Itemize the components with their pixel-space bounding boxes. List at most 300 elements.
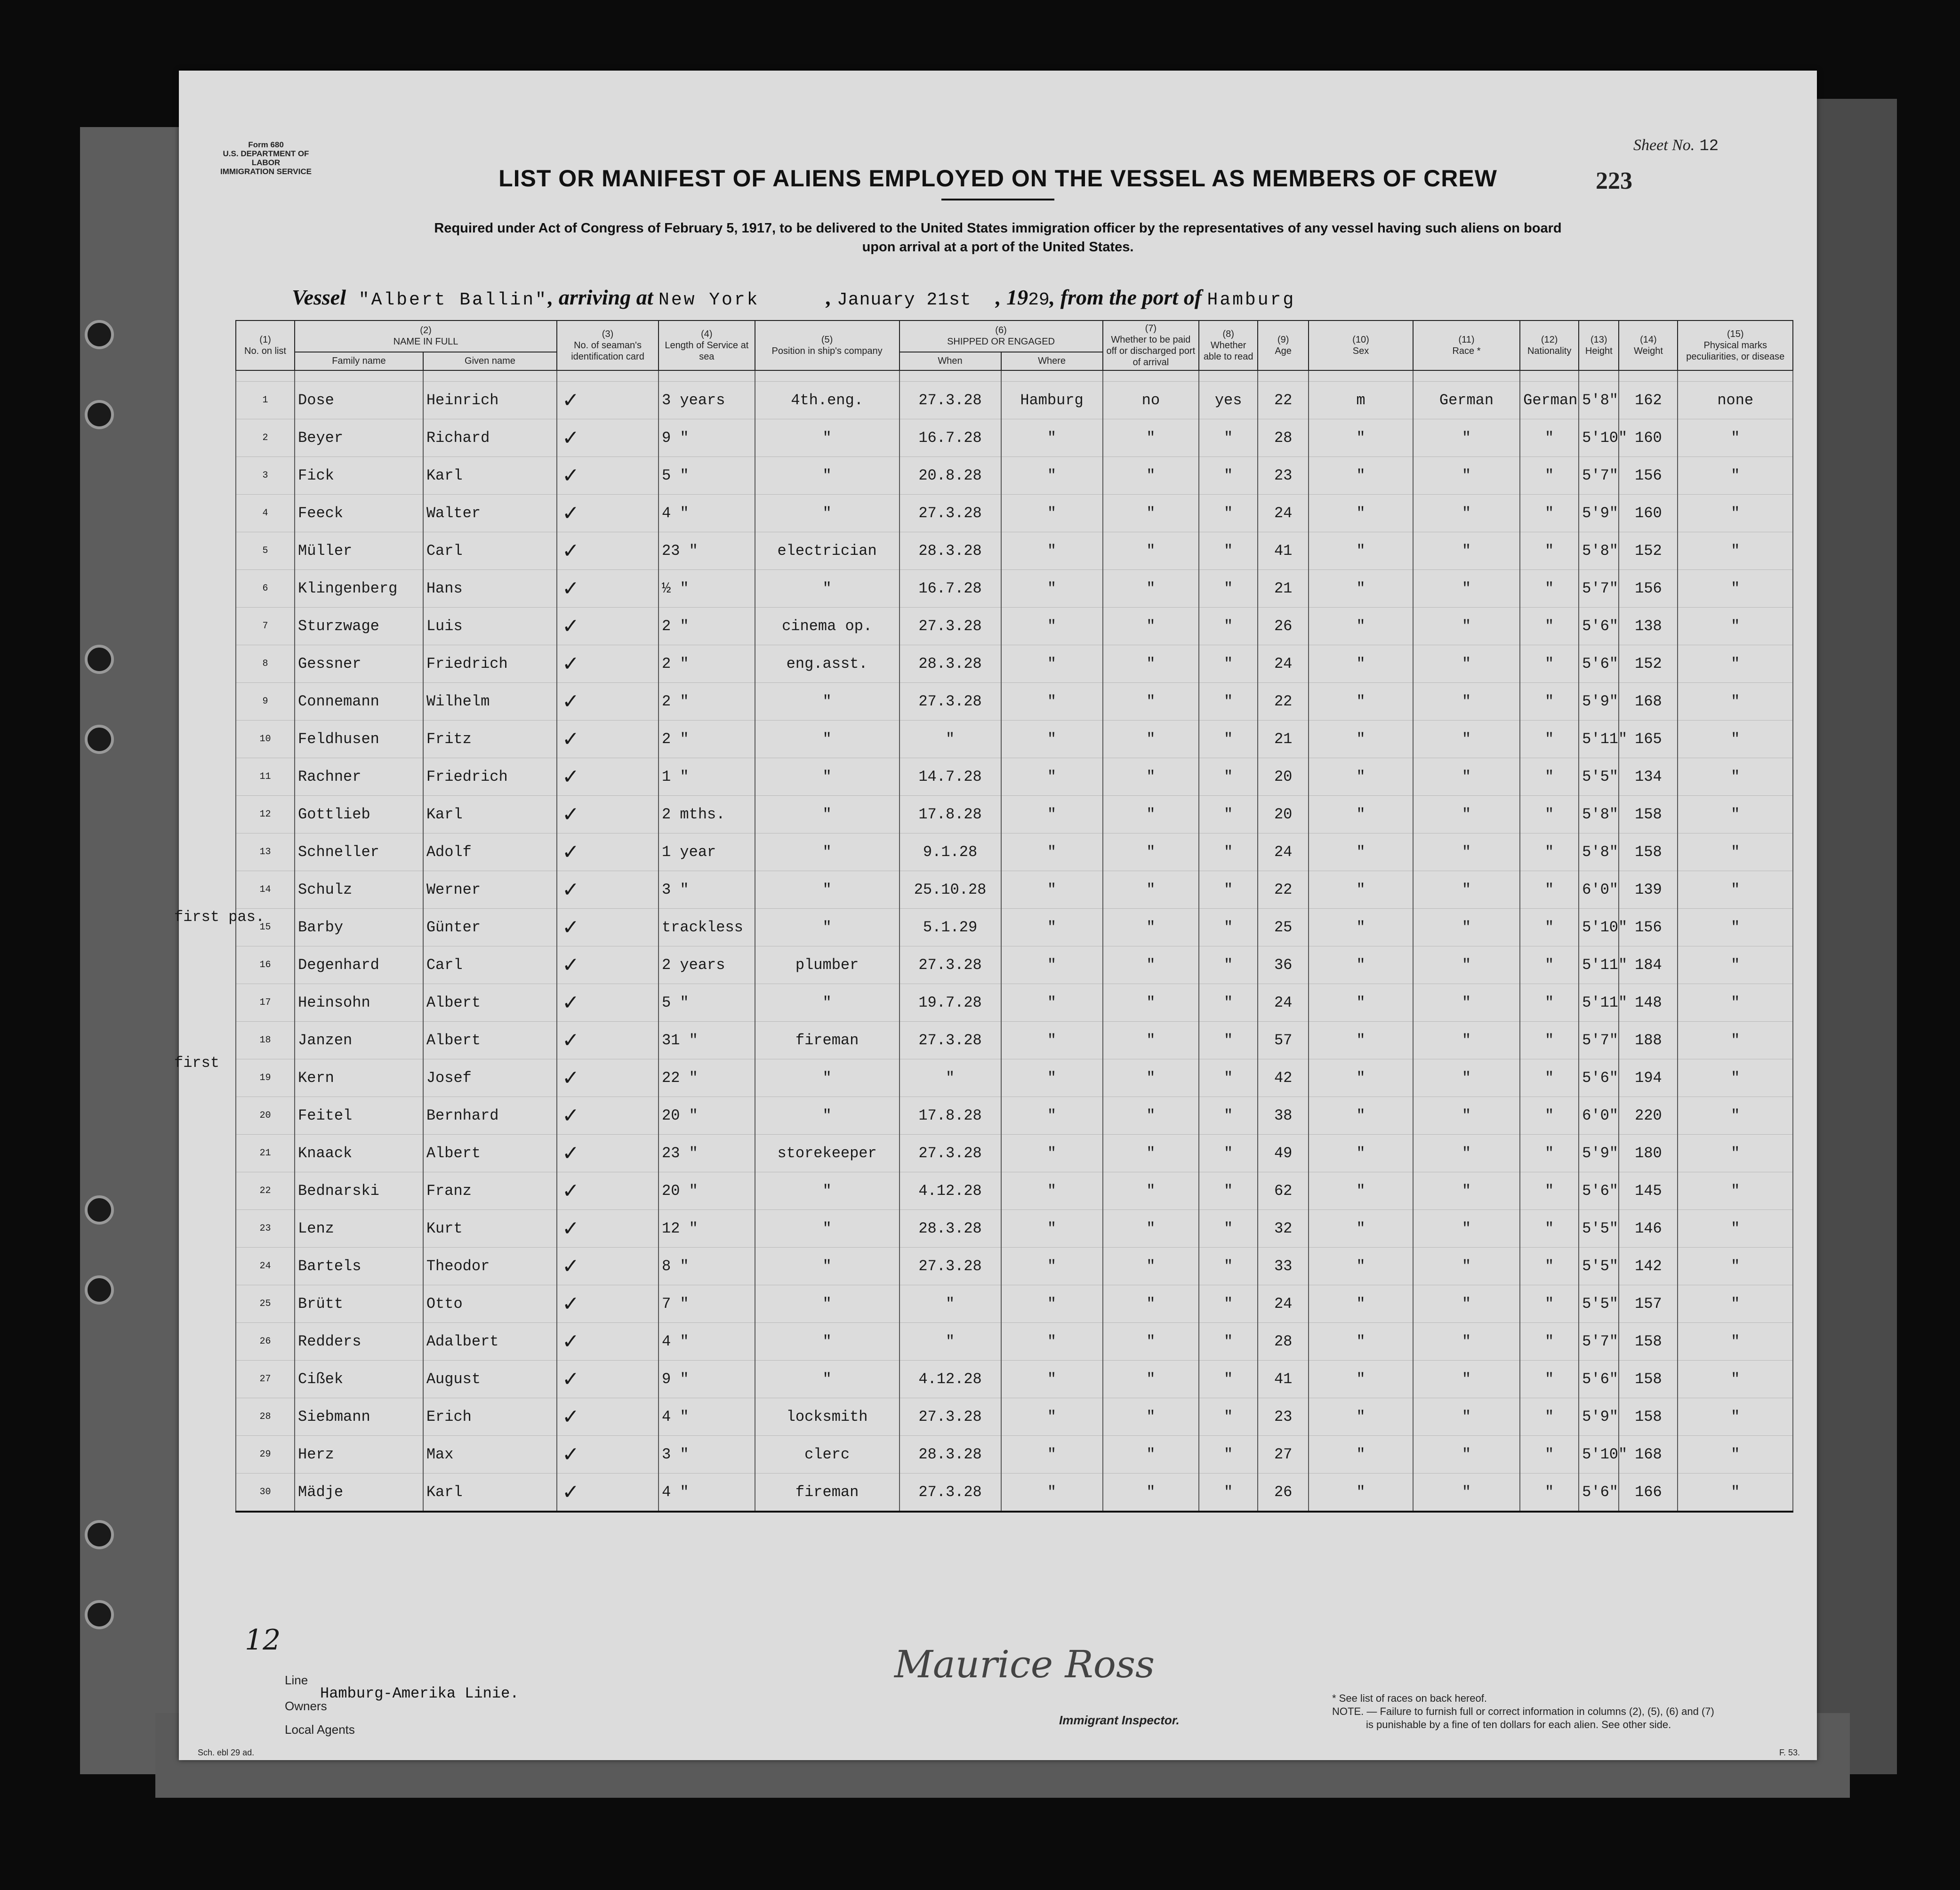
cell-list-number: 27 — [236, 1361, 295, 1398]
cell-race: " — [1413, 1323, 1520, 1361]
col-label: Sex — [1352, 346, 1369, 356]
footer-note-fine: is punishable by a fine of ten dollars for each alien. See other side. — [1366, 1719, 1671, 1730]
cell-list-number: 24 — [236, 1248, 295, 1285]
table-row — [236, 871, 1793, 909]
cell-able-to-read: " — [1199, 1361, 1258, 1398]
cell-able-to-read: " — [1199, 871, 1258, 909]
handwritten-page-number: 223 — [1596, 168, 1632, 194]
cell-service: 1 " — [659, 758, 755, 796]
cell-race: " — [1413, 1398, 1520, 1436]
cell-able-to-read: " — [1199, 608, 1258, 645]
cell-height: 5'9" — [1579, 1135, 1619, 1172]
subtitle-line-1: Required under Act of Congress of February 5, 1917, to be delivered to the United States immigration officer by the representatives of any vessel having such aliens on board — [434, 221, 1562, 236]
cell-age: 41 — [1258, 1361, 1309, 1398]
cell-id-card-check: ✓ — [557, 721, 659, 758]
footer-notes — [1332, 1692, 1714, 1731]
cell-paid-off: " — [1103, 1323, 1199, 1361]
cell-given-name: Theodor — [423, 1248, 557, 1285]
cell-given-name: Karl — [423, 457, 557, 495]
cell-race: " — [1413, 871, 1520, 909]
cell-marks: " — [1678, 721, 1793, 758]
cell-shipped-when: 16.7.28 — [900, 570, 1001, 608]
cell-nationality: " — [1520, 1248, 1579, 1285]
col-label: Age — [1275, 346, 1292, 356]
cell-family-name: Schulz — [295, 871, 423, 909]
cell-weight: 158 — [1619, 1361, 1678, 1398]
cell-race: " — [1413, 419, 1520, 457]
cell-service: 3 " — [659, 871, 755, 909]
cell-nationality: " — [1520, 1135, 1579, 1172]
cell-sex: " — [1309, 1436, 1413, 1474]
cell-nationality: " — [1520, 721, 1579, 758]
cell-race: " — [1413, 608, 1520, 645]
col-header-where: Where — [1001, 352, 1103, 370]
cell-weight: 188 — [1619, 1022, 1678, 1059]
cell-service: 5 " — [659, 984, 755, 1022]
cell-sex: " — [1309, 1398, 1413, 1436]
cell-paid-off: no — [1103, 382, 1199, 419]
cell-sex: " — [1309, 1210, 1413, 1248]
cell-family-name: Brütt — [295, 1285, 423, 1323]
cell-age: 49 — [1258, 1135, 1309, 1172]
cell-shipped-where: " — [1001, 570, 1103, 608]
table-row — [236, 683, 1793, 721]
cell-weight: 158 — [1619, 1398, 1678, 1436]
cell-shipped-where: " — [1001, 1398, 1103, 1436]
cell-given-name: Max — [423, 1436, 557, 1474]
cell-id-card-check: ✓ — [557, 1172, 659, 1210]
cell-age: 24 — [1258, 833, 1309, 871]
cell-family-name: Feitel — [295, 1097, 423, 1135]
punch-hole — [85, 400, 114, 429]
cell-family-name: Gottlieb — [295, 796, 423, 833]
cell-list-number: 18 — [236, 1022, 295, 1059]
cell-shipped-when: 27.3.28 — [900, 495, 1001, 532]
table-row — [236, 1474, 1793, 1512]
punch-hole — [85, 1520, 114, 1549]
cell-service: 4 " — [659, 495, 755, 532]
cell-weight: 152 — [1619, 645, 1678, 683]
sheet-number-label: Sheet No. — [1633, 136, 1695, 154]
col-label: No. on list — [244, 346, 286, 356]
cell-marks: " — [1678, 1248, 1793, 1285]
vessel-name: "Albert Ballin" — [346, 290, 548, 310]
cell-race: " — [1413, 1285, 1520, 1323]
cell-given-name: Kurt — [423, 1210, 557, 1248]
document-title: LIST OR MANIFEST OF ALIENS EMPLOYED ON THE VESSEL AS MEMBERS OF CREW — [498, 165, 1497, 192]
cell-id-card-check: ✓ — [557, 570, 659, 608]
cell-shipped-when: " — [900, 721, 1001, 758]
cell-given-name: Karl — [423, 796, 557, 833]
table-row — [236, 532, 1793, 570]
cell-age: 24 — [1258, 1285, 1309, 1323]
cell-service: ½ " — [659, 570, 755, 608]
table-row — [236, 1059, 1793, 1097]
table-row — [236, 1285, 1793, 1323]
col-number: (8) — [1222, 329, 1234, 339]
cell-height: 5'6" — [1579, 1361, 1619, 1398]
cell-age: 22 — [1258, 382, 1309, 419]
cell-able-to-read: " — [1199, 570, 1258, 608]
cell-id-card-check: ✓ — [557, 1474, 659, 1512]
cell-shipped-when: 5.1.29 — [900, 909, 1001, 946]
cell-given-name: Walter — [423, 495, 557, 532]
cell-family-name: Kern — [295, 1059, 423, 1097]
cell-id-card-check: ✓ — [557, 796, 659, 833]
table-row — [236, 1436, 1793, 1474]
cell-height: 6'0" — [1579, 1097, 1619, 1135]
subtitle-line-2: upon arrival at a port of the United States. — [862, 240, 1134, 255]
cell-shipped-where: " — [1001, 1210, 1103, 1248]
cell-sex: " — [1309, 570, 1413, 608]
punch-hole — [85, 645, 114, 674]
cell-list-number: 14 — [236, 871, 295, 909]
document-subtitle — [264, 219, 1732, 256]
cell-height: 5'9" — [1579, 683, 1619, 721]
cell-able-to-read: " — [1199, 419, 1258, 457]
cell-race: " — [1413, 1059, 1520, 1097]
cell-shipped-where: " — [1001, 1135, 1103, 1172]
cell-sex: " — [1309, 1172, 1413, 1210]
cell-shipped-where: " — [1001, 1022, 1103, 1059]
cell-able-to-read: " — [1199, 1022, 1258, 1059]
cell-shipped-where: " — [1001, 419, 1103, 457]
cell-nationality: " — [1520, 608, 1579, 645]
col-label: Weight — [1633, 346, 1663, 356]
cell-marks: " — [1678, 1323, 1793, 1361]
cell-able-to-read: " — [1199, 1323, 1258, 1361]
table-row — [236, 1022, 1793, 1059]
punch-hole — [85, 1195, 114, 1225]
table-row — [236, 1398, 1793, 1436]
table-row — [236, 1097, 1793, 1135]
cell-shipped-where: " — [1001, 608, 1103, 645]
cell-service: 5 " — [659, 457, 755, 495]
cell-position: electrician — [755, 532, 900, 570]
vessel-line: Vessel "Albert Ballin", arriving at New York , January 21st , 1929, from the port of Hamburg — [292, 285, 1296, 310]
cell-able-to-read: " — [1199, 721, 1258, 758]
col-header-given-name: Given name — [423, 352, 557, 370]
cell-family-name: Fick — [295, 457, 423, 495]
cell-list-number: 19 — [236, 1059, 295, 1097]
cell-able-to-read: " — [1199, 1285, 1258, 1323]
cell-able-to-read: " — [1199, 984, 1258, 1022]
cell-id-card-check: ✓ — [557, 1135, 659, 1172]
footer-line-label: Line — [285, 1673, 308, 1687]
cell-service: 4 " — [659, 1398, 755, 1436]
cell-position: " — [755, 495, 900, 532]
cell-sex: " — [1309, 1323, 1413, 1361]
cell-age: 27 — [1258, 1436, 1309, 1474]
cell-height: 5'7" — [1579, 1022, 1619, 1059]
cell-paid-off: " — [1103, 457, 1199, 495]
cell-service: 23 " — [659, 532, 755, 570]
col-label: Physical marks peculiarities, or disease — [1686, 340, 1785, 362]
cell-shipped-where: " — [1001, 1285, 1103, 1323]
cell-nationality: " — [1520, 1172, 1579, 1210]
col-header-id-card — [557, 320, 659, 370]
col-header-sex — [1309, 320, 1413, 370]
cell-weight: 148 — [1619, 984, 1678, 1022]
col-number: (12) — [1541, 335, 1558, 345]
cell-position: " — [755, 683, 900, 721]
table-spacer-row — [236, 370, 1793, 382]
cell-shipped-when: 14.7.28 — [900, 758, 1001, 796]
cell-marks: " — [1678, 1210, 1793, 1248]
col-label: Height — [1585, 346, 1613, 356]
cell-marks: " — [1678, 1361, 1793, 1398]
cell-given-name: Otto — [423, 1285, 557, 1323]
cell-id-card-check: ✓ — [557, 382, 659, 419]
cell-list-number: 8 — [236, 645, 295, 683]
cell-marks: " — [1678, 984, 1793, 1022]
punch-hole — [85, 1600, 114, 1629]
cell-sex: " — [1309, 532, 1413, 570]
cell-race: " — [1413, 984, 1520, 1022]
cell-shipped-when: 27.3.28 — [900, 608, 1001, 645]
cell-list-number: 22 — [236, 1172, 295, 1210]
cell-list-number: 11 — [236, 758, 295, 796]
cell-given-name: Franz — [423, 1172, 557, 1210]
cell-id-card-check: ✓ — [557, 1398, 659, 1436]
cell-nationality: " — [1520, 796, 1579, 833]
table-row — [236, 495, 1793, 532]
cell-able-to-read: " — [1199, 683, 1258, 721]
cell-family-name: Heinsohn — [295, 984, 423, 1022]
cell-nationality: " — [1520, 645, 1579, 683]
col-number: (14) — [1640, 335, 1657, 345]
cell-able-to-read: " — [1199, 495, 1258, 532]
cell-given-name: Heinrich — [423, 382, 557, 419]
cell-paid-off: " — [1103, 1022, 1199, 1059]
cell-height: 5'6" — [1579, 1059, 1619, 1097]
cell-nationality: " — [1520, 1059, 1579, 1097]
cell-sex: " — [1309, 909, 1413, 946]
cell-race: " — [1413, 1361, 1520, 1398]
cell-race: " — [1413, 946, 1520, 984]
cell-list-number: 26 — [236, 1323, 295, 1361]
cell-list-number: 17 — [236, 984, 295, 1022]
col-number: (1) — [259, 335, 271, 345]
cell-age: 20 — [1258, 796, 1309, 833]
cell-id-card-check: ✓ — [557, 1285, 659, 1323]
cell-height: 5'11" — [1579, 721, 1619, 758]
cell-weight: 220 — [1619, 1097, 1678, 1135]
cell-race: " — [1413, 833, 1520, 871]
cell-shipped-where: " — [1001, 645, 1103, 683]
cell-id-card-check: ✓ — [557, 608, 659, 645]
cell-id-card-check: ✓ — [557, 1361, 659, 1398]
cell-family-name: Bednarski — [295, 1172, 423, 1210]
cell-marks: " — [1678, 1474, 1793, 1512]
table-body — [236, 370, 1793, 1512]
cell-race: " — [1413, 1097, 1520, 1135]
cell-id-card-check: ✓ — [557, 495, 659, 532]
cell-position: clerc — [755, 1436, 900, 1474]
cell-family-name: Janzen — [295, 1022, 423, 1059]
cell-service: 8 " — [659, 1248, 755, 1285]
col-label: SHIPPED OR ENGAGED — [947, 336, 1055, 347]
cell-sex: " — [1309, 1285, 1413, 1323]
cell-weight: 134 — [1619, 758, 1678, 796]
cell-nationality: " — [1520, 1398, 1579, 1436]
cell-marks: " — [1678, 1135, 1793, 1172]
cell-weight: 145 — [1619, 1172, 1678, 1210]
cell-able-to-read: " — [1199, 1398, 1258, 1436]
cell-list-number: 3 — [236, 457, 295, 495]
cell-list-number: 10 — [236, 721, 295, 758]
cell-shipped-when: 27.3.28 — [900, 1022, 1001, 1059]
col-label: Whether able to read — [1203, 340, 1253, 362]
cell-list-number: 28 — [236, 1398, 295, 1436]
col-header-shipped — [900, 320, 1103, 352]
cell-nationality: " — [1520, 1285, 1579, 1323]
cell-list-number: 16 — [236, 946, 295, 984]
cell-shipped-when: 20.8.28 — [900, 457, 1001, 495]
cell-position: " — [755, 796, 900, 833]
cell-shipped-when: 28.3.28 — [900, 1210, 1001, 1248]
col-number: (11) — [1458, 335, 1475, 345]
cell-height: 6'0" — [1579, 871, 1619, 909]
cell-id-card-check: ✓ — [557, 457, 659, 495]
cell-shipped-when: " — [900, 1285, 1001, 1323]
cell-race: " — [1413, 683, 1520, 721]
cell-shipped-when: 4.12.28 — [900, 1361, 1001, 1398]
cell-id-card-check: ✓ — [557, 758, 659, 796]
cell-sex: " — [1309, 1474, 1413, 1512]
year-suffix: 29 — [1028, 290, 1050, 310]
cell-paid-off: " — [1103, 495, 1199, 532]
col-header-family-name: Family name — [295, 352, 423, 370]
cell-marks: " — [1678, 946, 1793, 984]
cell-position: " — [755, 909, 900, 946]
cell-weight: 165 — [1619, 721, 1678, 758]
cell-paid-off: " — [1103, 1172, 1199, 1210]
cell-family-name: Schneller — [295, 833, 423, 871]
cell-paid-off: " — [1103, 1135, 1199, 1172]
cell-paid-off: " — [1103, 608, 1199, 645]
cell-shipped-where: " — [1001, 758, 1103, 796]
cell-marks: " — [1678, 419, 1793, 457]
col-header-service — [659, 320, 755, 370]
cell-paid-off: " — [1103, 871, 1199, 909]
cell-given-name: Albert — [423, 984, 557, 1022]
cell-service: 2 " — [659, 721, 755, 758]
cell-race: " — [1413, 532, 1520, 570]
cell-age: 26 — [1258, 1474, 1309, 1512]
col-number: (9) — [1277, 335, 1289, 345]
cell-shipped-where: " — [1001, 683, 1103, 721]
cell-given-name: Adalbert — [423, 1323, 557, 1361]
cell-position: " — [755, 721, 900, 758]
cell-weight: 184 — [1619, 946, 1678, 984]
cell-position: " — [755, 570, 900, 608]
cell-height: 5'6" — [1579, 645, 1619, 683]
col-label: Length of Service at sea — [665, 340, 749, 362]
cell-shipped-where: " — [1001, 457, 1103, 495]
cell-weight: 168 — [1619, 1436, 1678, 1474]
cell-nationality: " — [1520, 570, 1579, 608]
cell-sex: " — [1309, 1097, 1413, 1135]
col-header-read — [1199, 320, 1258, 370]
cell-able-to-read: " — [1199, 457, 1258, 495]
cell-family-name: Dose — [295, 382, 423, 419]
col-label: Race * — [1452, 346, 1481, 356]
col-number: (7) — [1145, 323, 1157, 334]
cell-family-name: Sturzwage — [295, 608, 423, 645]
arriving-label: arriving at — [558, 285, 653, 309]
cell-age: 22 — [1258, 871, 1309, 909]
cell-family-name: Klingenberg — [295, 570, 423, 608]
cell-given-name: Hans — [423, 570, 557, 608]
cell-race: German — [1413, 382, 1520, 419]
cell-nationality: " — [1520, 1022, 1579, 1059]
departure-port: Hamburg — [1207, 290, 1296, 310]
arrival-port: New York — [659, 290, 760, 310]
cell-list-number: 4 — [236, 495, 295, 532]
cell-age: 32 — [1258, 1210, 1309, 1248]
cell-id-card-check: ✓ — [557, 946, 659, 984]
cell-position: " — [755, 1210, 900, 1248]
cell-given-name: Carl — [423, 946, 557, 984]
cell-given-name: Fritz — [423, 721, 557, 758]
cell-given-name: Friedrich — [423, 758, 557, 796]
table-row — [236, 382, 1793, 419]
cell-shipped-when: 17.8.28 — [900, 796, 1001, 833]
cell-age: 38 — [1258, 1097, 1309, 1135]
cell-service: 2 mths. — [659, 796, 755, 833]
cell-age: 21 — [1258, 721, 1309, 758]
cell-shipped-when: 27.3.28 — [900, 1135, 1001, 1172]
cell-nationality: " — [1520, 457, 1579, 495]
cell-nationality: " — [1520, 909, 1579, 946]
cell-shipped-where: " — [1001, 1361, 1103, 1398]
cell-weight: 166 — [1619, 1474, 1678, 1512]
cell-height: 5'7" — [1579, 1323, 1619, 1361]
cell-able-to-read: " — [1199, 946, 1258, 984]
cell-race: " — [1413, 1474, 1520, 1512]
cell-service: 12 " — [659, 1210, 755, 1248]
cell-family-name: Gessner — [295, 645, 423, 683]
col-header-nationality — [1520, 320, 1579, 370]
cell-list-number: 21 — [236, 1135, 295, 1172]
cell-race: " — [1413, 570, 1520, 608]
cell-family-name: Degenhard — [295, 946, 423, 984]
cell-sex: " — [1309, 833, 1413, 871]
cell-marks: " — [1678, 1398, 1793, 1436]
cell-age: 24 — [1258, 645, 1309, 683]
table-row — [236, 946, 1793, 984]
cell-paid-off: " — [1103, 1436, 1199, 1474]
cell-weight: 152 — [1619, 532, 1678, 570]
cell-list-number: 7 — [236, 608, 295, 645]
cell-paid-off: " — [1103, 721, 1199, 758]
cell-service: trackless — [659, 909, 755, 946]
cell-height: 5'9" — [1579, 1398, 1619, 1436]
cell-able-to-read: " — [1199, 758, 1258, 796]
col-number: (2) — [420, 325, 432, 336]
cell-given-name: Werner — [423, 871, 557, 909]
cell-paid-off: " — [1103, 532, 1199, 570]
cell-position: " — [755, 1285, 900, 1323]
cell-age: 22 — [1258, 683, 1309, 721]
cell-service: 9 " — [659, 419, 755, 457]
cell-paid-off: " — [1103, 1474, 1199, 1512]
cell-marks: " — [1678, 1436, 1793, 1474]
inspector-signature: Maurice Ross — [894, 1642, 1155, 1686]
cell-family-name: Redders — [295, 1323, 423, 1361]
cell-nationality: " — [1520, 419, 1579, 457]
